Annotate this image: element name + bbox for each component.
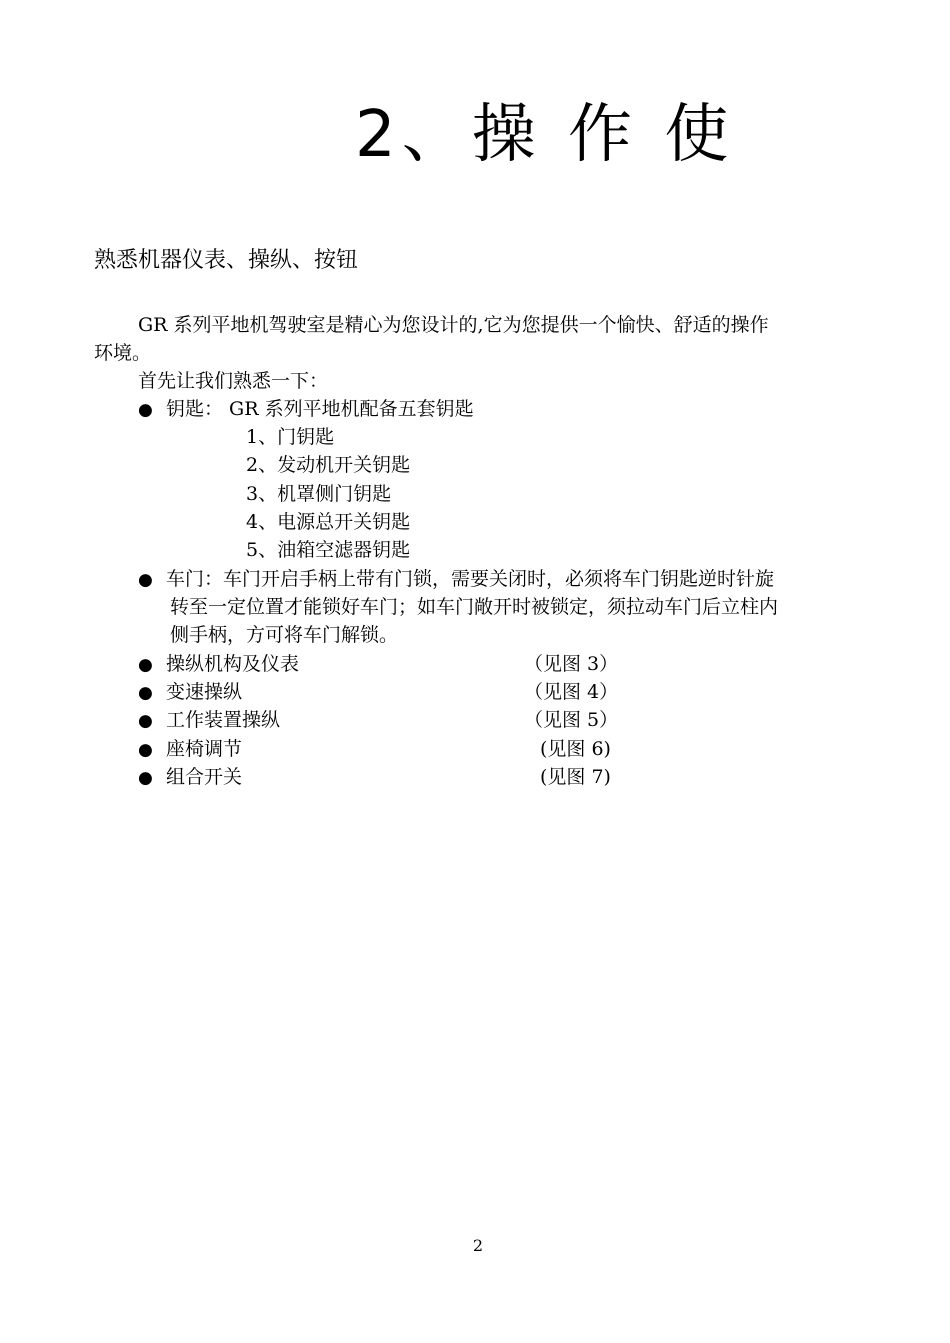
ref-label: 变速操纵 — [166, 681, 243, 703]
key-item: 3、机罩侧门钥匙 — [246, 483, 392, 505]
bullet-icon: ● — [138, 768, 153, 788]
intro-line-2: 环境。 — [94, 342, 152, 364]
bullet-icon: ● — [138, 740, 153, 760]
section-heading: 熟悉机器仪表、操纵、按钮 — [94, 248, 359, 273]
bullet-icon: ● — [138, 683, 153, 703]
intro-line-1: GR 系列平地机驾驶室是精心为您设计的,它为您提供一个愉快、舒适的操作 — [138, 314, 769, 336]
figure-ref: （见图 5） — [524, 709, 619, 731]
figure-ref: （见图 4） — [524, 681, 619, 703]
door-line-1: 车门：车门开启手柄上带有门锁，需要关闭时，必须将车门钥匙逆时针旋 — [166, 568, 775, 590]
key-item: 2、发动机开关钥匙 — [246, 454, 411, 476]
figure-ref: (见图 6) — [540, 738, 611, 760]
bullet-icon: ● — [138, 711, 153, 731]
ref-label: 组合开关 — [166, 766, 243, 788]
door-line-3: 侧手柄，方可将车门解锁。 — [170, 624, 399, 646]
bullet-icon: ● — [138, 400, 153, 420]
keys-label: 钥匙： GR 系列平地机配备五套钥匙 — [166, 398, 474, 420]
page-title: 2、操 作 使 — [355, 98, 735, 172]
key-item: 1、门钥匙 — [246, 426, 335, 448]
intro-line-3: 首先让我们熟悉一下： — [138, 370, 329, 392]
ref-label: 座椅调节 — [166, 738, 243, 760]
door-line-2: 转至一定位置才能锁好车门；如车门敞开时被锁定，须拉动车门后立柱内 — [170, 596, 779, 618]
page-number: 2 — [472, 1236, 484, 1255]
figure-ref: （见图 3） — [524, 653, 619, 675]
key-item: 4、电源总开关钥匙 — [246, 511, 411, 533]
bullet-icon: ● — [138, 570, 153, 590]
bullet-icon: ● — [138, 655, 153, 675]
key-item: 5、油箱空滤器钥匙 — [246, 539, 411, 561]
ref-label: 工作装置操纵 — [166, 709, 281, 731]
figure-ref: (见图 7) — [540, 766, 611, 788]
ref-label: 操纵机构及仪表 — [166, 653, 300, 675]
